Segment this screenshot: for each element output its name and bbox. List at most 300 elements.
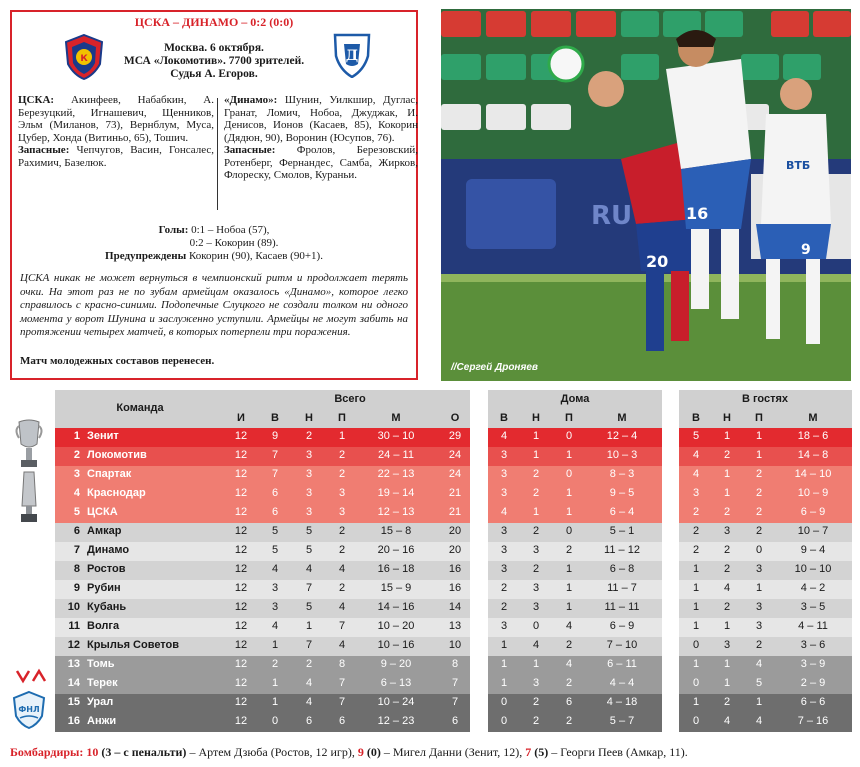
cell-total-gd: 12 – 23 bbox=[377, 715, 415, 727]
fnl-logo-icon bbox=[12, 690, 46, 730]
cell-home-hw: 3 bbox=[500, 544, 508, 556]
cell-total-p: 12 bbox=[234, 620, 248, 632]
cell-total-gd: 10 – 16 bbox=[377, 639, 415, 651]
cell-total-pts: 29 bbox=[448, 430, 462, 442]
cell-total-d: 5 bbox=[305, 544, 313, 556]
cell-total-p: 12 bbox=[234, 525, 248, 537]
row-position: 15 bbox=[67, 696, 80, 708]
scorer-1-name: – Артем Дзюба (Ростов, 12 игр), bbox=[189, 745, 355, 759]
cell-home-hd: 3 bbox=[532, 601, 540, 613]
cell-home-hw: 3 bbox=[500, 563, 508, 575]
cell-home-hl: 2 bbox=[565, 544, 573, 556]
cell-total-pts: 14 bbox=[448, 601, 462, 613]
cell-total-l: 6 bbox=[338, 715, 346, 727]
table-row bbox=[55, 542, 852, 561]
cell-total-pts: 7 bbox=[451, 677, 459, 689]
cell-away-ag: 10 – 9 bbox=[797, 487, 829, 499]
cell-home-hl: 1 bbox=[565, 487, 573, 499]
cell-total-l: 7 bbox=[338, 696, 346, 708]
cell-home-hd: 2 bbox=[532, 468, 540, 480]
cell-total-gd: 10 – 20 bbox=[377, 620, 415, 632]
cell-away-aw: 2 bbox=[692, 506, 700, 518]
cell-away-ad: 2 bbox=[723, 563, 731, 575]
svg-text:Д: Д bbox=[345, 48, 359, 64]
cell-home-hw: 3 bbox=[500, 525, 508, 537]
cell-home-hl: 0 bbox=[565, 525, 573, 537]
table-row bbox=[55, 466, 852, 485]
col-header-home: П bbox=[565, 412, 573, 424]
cell-away-ag: 18 – 6 bbox=[797, 430, 829, 442]
cell-total-w: 1 bbox=[271, 639, 279, 651]
cell-home-hd: 2 bbox=[532, 525, 540, 537]
cell-home-hg: 11 – 7 bbox=[607, 582, 637, 594]
cell-home-hg: 12 – 4 bbox=[606, 430, 638, 442]
table-row bbox=[55, 599, 852, 618]
cell-total-pts: 21 bbox=[448, 487, 462, 499]
cell-away-al: 2 bbox=[755, 639, 763, 651]
cell-away-ag: 10 – 7 bbox=[797, 525, 829, 537]
cell-home-hg: 4 – 18 bbox=[606, 696, 638, 708]
cell-away-aw: 1 bbox=[692, 658, 700, 670]
cell-home-hg: 6 – 11 bbox=[607, 658, 637, 670]
cell-total-pts: 16 bbox=[448, 563, 462, 575]
cell-total-p: 12 bbox=[234, 658, 248, 670]
table-row bbox=[55, 618, 852, 637]
cell-home-hg: 9 – 5 bbox=[609, 487, 635, 499]
cell-home-hg: 6 – 8 bbox=[609, 563, 635, 575]
cell-away-aw: 1 bbox=[692, 563, 700, 575]
cell-total-gd: 16 – 18 bbox=[377, 563, 415, 575]
cell-total-p: 12 bbox=[234, 468, 248, 480]
cell-total-l: 2 bbox=[338, 544, 346, 556]
col-header-away: В bbox=[692, 412, 700, 424]
cell-total-gd: 14 – 16 bbox=[377, 601, 415, 613]
row-position: 14 bbox=[67, 677, 80, 689]
row-team-name: Терек bbox=[87, 677, 118, 689]
cell-away-al: 1 bbox=[755, 696, 763, 708]
row-position: 6 bbox=[73, 525, 80, 537]
row-position: 7 bbox=[73, 544, 80, 556]
lineup-divider bbox=[217, 98, 218, 210]
cell-home-hw: 3 bbox=[500, 487, 508, 499]
goal-1: 0:1 – Нобоа (57), bbox=[191, 224, 270, 236]
svg-text:К: К bbox=[80, 54, 88, 64]
cell-away-aw: 2 bbox=[692, 544, 700, 556]
row-team-name: Амкар bbox=[87, 525, 122, 537]
cell-total-gd: 9 – 20 bbox=[380, 658, 412, 670]
scorer-2-goals: 9 bbox=[357, 745, 364, 759]
cell-home-hd: 3 bbox=[532, 677, 540, 689]
cell-home-hd: 3 bbox=[532, 582, 540, 594]
cell-total-p: 12 bbox=[234, 430, 248, 442]
cell-home-hd: 1 bbox=[532, 449, 540, 461]
cell-total-w: 1 bbox=[271, 677, 279, 689]
row-team-name: Спартак bbox=[87, 468, 132, 480]
table-row bbox=[55, 447, 852, 466]
cell-total-d: 1 bbox=[305, 620, 313, 632]
cell-total-pts: 20 bbox=[448, 544, 462, 556]
row-team-name: Краснодар bbox=[87, 487, 146, 499]
cell-away-aw: 1 bbox=[692, 582, 700, 594]
cell-home-hd: 1 bbox=[532, 658, 540, 670]
cell-total-p: 12 bbox=[234, 715, 248, 727]
match-info bbox=[72, 42, 359, 81]
row-position: 2 bbox=[73, 449, 80, 461]
warnings-list: Кокорин (90), Касаев (90+1). bbox=[188, 250, 323, 262]
cell-total-gd: 12 – 13 bbox=[377, 506, 415, 518]
match-summary: ЦСКА никак не может вернуться в чемпионский ритм и продолжает терять очки. На этот раз не по зубам армейцам оказалось «Динамо», которое легко справилось с красно-синими. Подопечные Слуцкого не создали толком ни одного момента у ворот Шунина и заслуженно уступили. Армейцы не могут забить на протяжении четырех матчей, в которых потерпели три поражения. bbox=[20, 272, 408, 338]
cell-total-d: 4 bbox=[305, 563, 313, 575]
col-header-total: М bbox=[391, 412, 401, 424]
row-position: 3 bbox=[73, 468, 80, 480]
cell-away-al: 0 bbox=[755, 544, 763, 556]
cell-total-d: 2 bbox=[305, 430, 313, 442]
col-header-away: П bbox=[755, 412, 763, 424]
europa-league-trophy-icon bbox=[16, 470, 42, 524]
cell-total-p: 12 bbox=[234, 582, 248, 594]
row-position: 12 bbox=[67, 639, 80, 651]
row-position: 4 bbox=[73, 487, 80, 499]
scorer-3-penalties: (5) bbox=[534, 745, 549, 759]
cell-home-hw: 3 bbox=[500, 468, 508, 480]
cell-away-aw: 0 bbox=[692, 639, 700, 651]
cell-home-hw: 3 bbox=[500, 449, 508, 461]
header-group-home: Дома bbox=[560, 393, 590, 405]
scorers-label: Бомбардиры: bbox=[10, 745, 84, 759]
home-lineup-players: Акинфеев, Набабкин, А. Березуцкий, Игнашевич, Щенников, Эльм (Миланов, 73), Вернблум, Муса, Цубер, Хонда (Витиньо, 65), Тошич. bbox=[18, 94, 214, 144]
cell-total-l: 7 bbox=[338, 620, 346, 632]
cell-away-al: 4 bbox=[755, 658, 763, 670]
cell-total-pts: 16 bbox=[448, 582, 462, 594]
cell-away-al: 2 bbox=[755, 487, 763, 499]
cell-away-ag: 2 – 9 bbox=[800, 677, 826, 689]
photo-credit: //Сергей Дроняев bbox=[451, 362, 538, 373]
cell-home-hd: 2 bbox=[532, 696, 540, 708]
cell-away-ad: 4 bbox=[723, 582, 731, 594]
cell-total-w: 0 bbox=[271, 715, 279, 727]
cell-total-pts: 7 bbox=[451, 696, 459, 708]
home-lineup bbox=[18, 94, 214, 169]
scorer-1-goals: 10 bbox=[86, 745, 99, 759]
cell-away-ad: 2 bbox=[723, 449, 731, 461]
cell-away-ad: 2 bbox=[723, 696, 731, 708]
cell-total-gd: 30 – 10 bbox=[377, 430, 415, 442]
header-group-away: В гостях bbox=[741, 393, 789, 405]
cell-away-ag: 3 – 9 bbox=[800, 658, 826, 670]
col-header-total: В bbox=[271, 412, 279, 424]
cell-total-d: 3 bbox=[305, 487, 313, 499]
cell-total-w: 1 bbox=[271, 696, 279, 708]
cell-away-ad: 2 bbox=[723, 544, 731, 556]
cell-away-al: 4 bbox=[755, 715, 763, 727]
cell-away-ad: 3 bbox=[723, 525, 731, 537]
cell-away-aw: 5 bbox=[692, 430, 700, 442]
home-kit-number: 20 bbox=[646, 252, 669, 271]
cell-away-aw: 4 bbox=[692, 449, 700, 461]
col-header-home: Н bbox=[532, 412, 540, 424]
cell-total-d: 6 bbox=[305, 715, 313, 727]
row-position: 13 bbox=[67, 658, 80, 670]
cell-away-ad: 2 bbox=[723, 506, 731, 518]
cell-total-d: 4 bbox=[305, 696, 313, 708]
col-header-home: М bbox=[617, 412, 627, 424]
row-team-name: Зенит bbox=[87, 430, 119, 442]
cell-home-hd: 2 bbox=[532, 563, 540, 575]
match-report bbox=[10, 10, 418, 380]
col-header-total: О bbox=[450, 412, 460, 424]
match-title: ЦСКА – ДИНАМО – 0:2 (0:0) bbox=[134, 15, 294, 29]
home-subs-players: Чепчугов, Васин, Гонсалес, Рахимич, Базелюк. bbox=[18, 144, 214, 169]
cell-total-d: 3 bbox=[305, 449, 313, 461]
row-team-name: Урал bbox=[87, 696, 114, 708]
cell-home-hl: 2 bbox=[565, 639, 573, 651]
table-row bbox=[55, 523, 852, 542]
cell-total-p: 12 bbox=[234, 696, 248, 708]
cell-total-pts: 6 bbox=[451, 715, 459, 727]
cell-home-hl: 1 bbox=[565, 601, 573, 613]
cell-total-p: 12 bbox=[234, 506, 248, 518]
cell-total-pts: 24 bbox=[448, 449, 462, 461]
cell-total-l: 2 bbox=[338, 525, 346, 537]
row-position: 11 bbox=[68, 620, 80, 632]
cell-total-p: 12 bbox=[234, 544, 248, 556]
away-subs-players: Фролов, Березовский, Ротенберг, Фернандес, Самба, Жирков, Флореску, Смолов, Кураньи. bbox=[224, 144, 418, 181]
cell-away-ag: 4 – 11 bbox=[798, 620, 828, 632]
cell-total-l: 8 bbox=[338, 658, 346, 670]
cell-away-ad: 1 bbox=[723, 677, 731, 689]
cell-away-al: 2 bbox=[755, 506, 763, 518]
cell-home-hg: 4 – 4 bbox=[609, 677, 635, 689]
cell-total-d: 7 bbox=[305, 582, 313, 594]
cell-total-w: 7 bbox=[271, 468, 279, 480]
row-team-name: Ростов bbox=[87, 563, 126, 575]
goals-label: Голы: bbox=[158, 224, 189, 236]
cell-home-hw: 1 bbox=[500, 639, 508, 651]
cell-total-gd: 15 – 9 bbox=[380, 582, 412, 594]
cell-away-aw: 1 bbox=[692, 620, 700, 632]
cell-away-al: 3 bbox=[755, 601, 763, 613]
cell-total-l: 2 bbox=[338, 468, 346, 480]
row-team-name: Кубань bbox=[87, 601, 127, 613]
cell-home-hl: 2 bbox=[565, 715, 573, 727]
cell-total-w: 3 bbox=[271, 582, 279, 594]
scorer-2-name: – Мигел Данни (Зенит, 12), bbox=[383, 745, 523, 759]
cell-home-hw: 2 bbox=[500, 582, 508, 594]
cell-home-hw: 1 bbox=[500, 677, 508, 689]
match-date-city: Москва. 6 октября. bbox=[164, 42, 264, 54]
cell-away-ad: 1 bbox=[723, 620, 731, 632]
table-row bbox=[55, 504, 852, 523]
cell-home-hg: 6 – 4 bbox=[609, 506, 635, 518]
cell-home-hl: 1 bbox=[565, 449, 573, 461]
top-scorers bbox=[10, 745, 688, 760]
cell-home-hw: 0 bbox=[500, 696, 508, 708]
cell-total-d: 7 bbox=[305, 639, 313, 651]
cell-total-w: 3 bbox=[271, 601, 279, 613]
cell-away-ad: 2 bbox=[723, 601, 731, 613]
row-team-name: Динамо bbox=[87, 544, 130, 556]
cell-away-al: 5 bbox=[755, 677, 763, 689]
cell-away-aw: 0 bbox=[692, 715, 700, 727]
cell-home-hw: 2 bbox=[500, 601, 508, 613]
cell-total-w: 5 bbox=[271, 525, 279, 537]
cell-home-hg: 8 – 3 bbox=[609, 468, 635, 480]
cell-total-w: 5 bbox=[271, 544, 279, 556]
cell-home-hl: 0 bbox=[565, 468, 573, 480]
cell-total-d: 5 bbox=[305, 525, 313, 537]
svg-text:RU: RU bbox=[591, 201, 633, 231]
away-kit-number-1: 16 bbox=[686, 204, 709, 223]
cell-total-l: 4 bbox=[338, 601, 346, 613]
cell-home-hg: 5 – 7 bbox=[609, 715, 635, 727]
cell-home-hg: 5 – 1 bbox=[609, 525, 635, 537]
cell-total-l: 2 bbox=[338, 582, 346, 594]
cell-away-aw: 2 bbox=[692, 525, 700, 537]
cell-total-p: 12 bbox=[234, 487, 248, 499]
cell-home-hw: 4 bbox=[500, 430, 508, 442]
cell-away-ag: 10 – 10 bbox=[794, 563, 832, 575]
cell-away-ad: 1 bbox=[723, 468, 731, 480]
scorer-3-name: – Георги Пеев (Амкар, 11). bbox=[551, 745, 688, 759]
cell-total-d: 5 bbox=[305, 601, 313, 613]
cell-home-hd: 3 bbox=[532, 544, 540, 556]
away-lineup bbox=[224, 94, 418, 182]
lineups bbox=[18, 94, 419, 222]
standings-table bbox=[55, 390, 852, 736]
cell-total-p: 12 bbox=[234, 677, 248, 689]
col-header-total: П bbox=[338, 412, 346, 424]
cell-total-d: 4 bbox=[305, 677, 313, 689]
cell-total-gd: 6 – 13 bbox=[380, 677, 412, 689]
cell-total-w: 4 bbox=[271, 620, 279, 632]
cell-home-hl: 1 bbox=[565, 506, 573, 518]
table-row bbox=[55, 428, 852, 447]
scorer-1-penalties: (3 – с пенальти) bbox=[101, 745, 187, 759]
up-down-arrows-icon bbox=[14, 668, 48, 684]
cell-total-w: 9 bbox=[271, 430, 279, 442]
header-group-total: Всего bbox=[334, 393, 366, 405]
cell-home-hl: 6 bbox=[565, 696, 573, 708]
cell-away-al: 2 bbox=[755, 468, 763, 480]
row-team-name: ЦСКА bbox=[87, 506, 118, 518]
cell-total-pts: 10 bbox=[448, 639, 462, 651]
cell-away-ag: 14 – 8 bbox=[797, 449, 829, 461]
cell-home-hw: 4 bbox=[500, 506, 508, 518]
table-row bbox=[55, 656, 852, 675]
cell-home-hl: 0 bbox=[565, 430, 573, 442]
row-position: 16 bbox=[67, 715, 80, 727]
match-photo bbox=[441, 9, 851, 381]
header-team: Команда bbox=[116, 402, 164, 414]
cell-away-al: 1 bbox=[755, 582, 763, 594]
fnl-label: ФНЛ bbox=[18, 705, 40, 714]
cell-total-d: 3 bbox=[305, 468, 313, 480]
col-header-away: Н bbox=[723, 412, 731, 424]
cell-total-pts: 21 bbox=[448, 506, 462, 518]
table-row bbox=[55, 694, 852, 713]
warnings-label: Предупреждены bbox=[105, 250, 187, 262]
cell-away-ad: 1 bbox=[723, 487, 731, 499]
col-header-home: В bbox=[500, 412, 508, 424]
cell-away-ad: 1 bbox=[723, 430, 731, 442]
cell-total-l: 4 bbox=[338, 639, 346, 651]
match-referee: Судья А. Егоров. bbox=[170, 68, 258, 80]
cell-home-hd: 1 bbox=[532, 506, 540, 518]
away-subs-label: Запасные: bbox=[224, 144, 276, 156]
ball-icon bbox=[549, 47, 583, 81]
row-team-name: Локомотив bbox=[87, 449, 147, 461]
champions-league-trophy-icon bbox=[14, 418, 44, 470]
cell-away-ag: 9 – 4 bbox=[800, 544, 826, 556]
cell-total-gd: 19 – 14 bbox=[377, 487, 415, 499]
cell-total-l: 4 bbox=[338, 563, 346, 575]
home-lineup-label: ЦСКА: bbox=[18, 94, 55, 106]
row-position: 8 bbox=[73, 563, 80, 575]
cell-total-d: 3 bbox=[305, 506, 313, 518]
cell-away-ag: 6 – 9 bbox=[800, 506, 826, 518]
cell-home-hl: 1 bbox=[565, 563, 573, 575]
match-photo-illustration bbox=[441, 9, 851, 381]
cell-home-hd: 2 bbox=[532, 487, 540, 499]
cell-home-hl: 1 bbox=[565, 582, 573, 594]
row-team-name: Крылья Советов bbox=[87, 639, 180, 651]
cell-away-al: 2 bbox=[755, 525, 763, 537]
cell-away-ag: 3 – 6 bbox=[800, 639, 826, 651]
cell-home-hg: 7 – 10 bbox=[606, 639, 638, 651]
cell-total-gd: 22 – 13 bbox=[377, 468, 415, 480]
cell-total-p: 12 bbox=[234, 601, 248, 613]
cell-away-aw: 1 bbox=[692, 601, 700, 613]
cell-home-hd: 0 bbox=[532, 620, 540, 632]
cell-away-aw: 1 bbox=[692, 696, 700, 708]
cell-total-p: 12 bbox=[234, 639, 248, 651]
cell-away-al: 1 bbox=[755, 449, 763, 461]
cell-total-pts: 20 bbox=[448, 525, 462, 537]
cell-away-ad: 1 bbox=[723, 658, 731, 670]
cell-home-hg: 11 – 11 bbox=[604, 601, 640, 613]
cell-home-hg: 10 – 3 bbox=[606, 449, 638, 461]
table-row bbox=[55, 675, 852, 694]
cell-away-ad: 3 bbox=[723, 639, 731, 651]
cell-away-aw: 3 bbox=[692, 487, 700, 499]
cell-away-ag: 6 – 6 bbox=[800, 696, 826, 708]
cell-home-hl: 2 bbox=[565, 677, 573, 689]
cell-total-pts: 24 bbox=[448, 468, 462, 480]
scorer-2-penalties: (0) bbox=[366, 745, 381, 759]
cell-total-l: 3 bbox=[338, 506, 346, 518]
col-header-away: М bbox=[808, 412, 818, 424]
match-stadium: МСА «Локомотив». 7700 зрителей. bbox=[123, 55, 305, 67]
goal-2: 0:2 – Кокорин (89). bbox=[189, 237, 279, 249]
table-row bbox=[55, 561, 852, 580]
cell-away-ag: 4 – 2 bbox=[800, 582, 826, 594]
cell-total-d: 2 bbox=[305, 658, 313, 670]
cell-total-l: 2 bbox=[338, 449, 346, 461]
away-kit-number-2: 9 bbox=[801, 242, 811, 258]
cell-home-hl: 4 bbox=[565, 620, 573, 632]
table-row bbox=[55, 485, 852, 504]
cell-home-hw: 3 bbox=[500, 620, 508, 632]
row-position: 9 bbox=[73, 582, 80, 594]
col-header-total: И bbox=[237, 412, 245, 424]
table-row bbox=[55, 713, 852, 732]
cell-total-l: 3 bbox=[338, 487, 346, 499]
goals-block bbox=[20, 224, 408, 263]
sponsor-text: ВТБ bbox=[786, 159, 811, 172]
cell-total-w: 4 bbox=[271, 563, 279, 575]
cell-home-hd: 4 bbox=[532, 639, 540, 651]
home-subs-label: Запасные: bbox=[18, 144, 70, 156]
